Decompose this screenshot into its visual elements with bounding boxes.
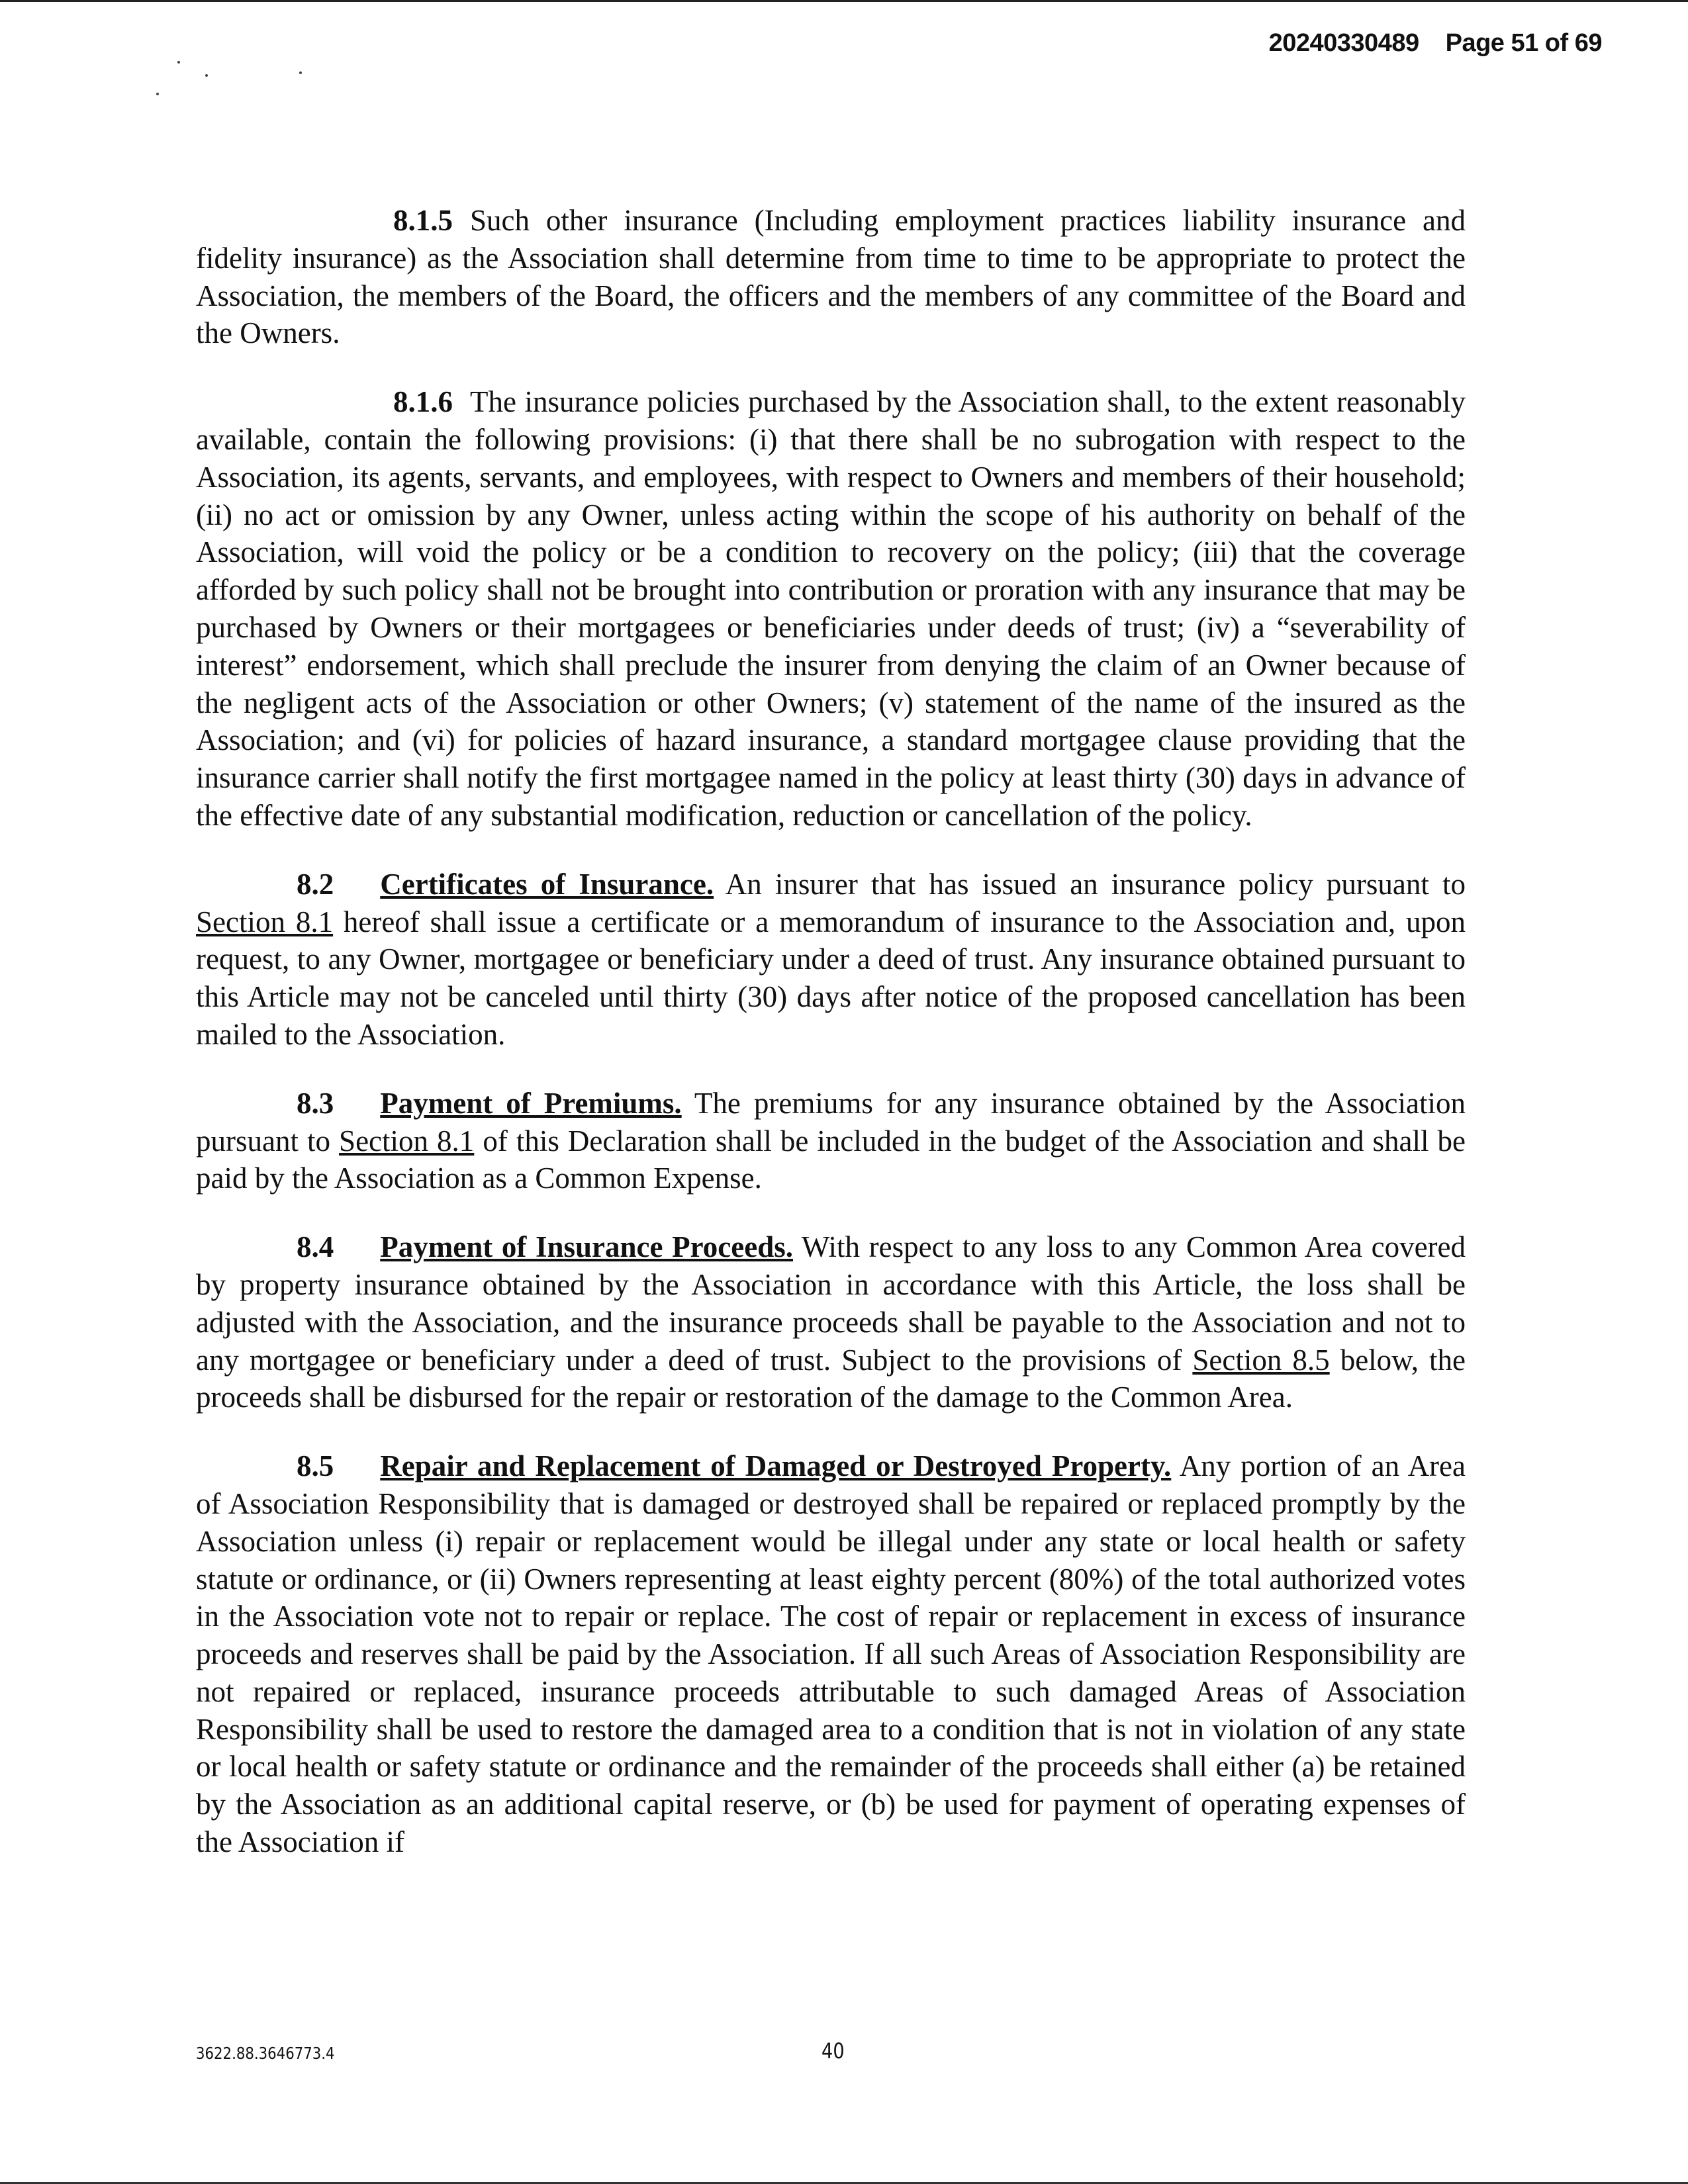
section-number: 8.3 — [297, 1086, 334, 1120]
section-reference: Section 8.5 — [1192, 1343, 1330, 1377]
section-heading: Certificates of Insurance. — [380, 867, 714, 901]
paragraph-text: An insurer that has issued an insurance policy pursuant to — [714, 867, 1466, 901]
paragraph-8-3 — [196, 1085, 1466, 1197]
paragraph-text: The premiums for any insurance obtained by the Association pursuant to — [196, 1086, 1466, 1158]
section-heading: Payment of Insurance Proceeds. — [380, 1230, 793, 1264]
scan-speck — [156, 93, 159, 95]
section-number: 8.1.5 — [393, 204, 453, 237]
page-label: Page 51 of 69 — [1445, 29, 1602, 57]
paragraph-text: With respect to any loss to any Common Area covered by property insurance obtained by the Association in accordance with this Article, the loss shall be adjusted with the Association, and the insurance proceeds shall be payable to the Association and not to any mortgagee or beneficiary under a deed of trust. Subject to the provisions of — [196, 1230, 1466, 1377]
section-heading: Payment of Premiums. — [380, 1086, 682, 1120]
scan-speck — [205, 74, 208, 77]
paragraph-text: below, the proceeds shall be disbursed for the repair or restoration of the damage to the Common Area. — [196, 1343, 1466, 1414]
paragraph-8-1-5 — [196, 202, 1466, 352]
paragraph-text: hereof shall issue a certificate or a memorandum of insurance to the Association and, upon request, to any Owner, mortgagee or beneficiary under a deed of trust. Any insurance obtained pursuant to this Article may not be canceled until thirty (30) days after notice of the proposed cancellation has been mailed to the Association. — [196, 905, 1466, 1051]
paragraph-8-4 — [196, 1228, 1466, 1416]
section-reference: Section 8.1 — [196, 905, 334, 938]
document-number: 20240330489 — [1268, 29, 1419, 57]
section-number: 8.1.6 — [393, 385, 453, 419]
scan-top-edge — [0, 0, 1688, 2]
section-heading: Repair and Replacement of Damaged or Destroyed Property. — [380, 1449, 1172, 1483]
footer-document-id: 3622.88.3646773.4 — [196, 2044, 335, 2063]
section-reference: Section 8.1 — [339, 1124, 475, 1158]
paragraph-text: Any portion of an Area of Association Responsibility that is damaged or destroyed shall be repaired or replaced promptly by the Association unless (i) repair or replacement would be illegal under any state or local health or safety statute or ordinance, or (ii) Owners representing at least eighty percent (80%) of the total authorized votes in the Association vote not to repair or replace. The cost of repair or replacement in excess of insurance proceeds and reserves shall be paid by the Association. If all such Areas of Association Responsibility are not repaired or replaced, insurance proceeds attributable to such damaged Areas of Association Responsibility shall be used to restore the damaged area to a condition that is not in violation of any state or local health or safety statute or ordinance and the remainder of the proceeds shall either (a) be retained by the Association as an additional capital reserve, or (b) be used for payment of operating expenses of the Association if — [196, 1449, 1466, 1859]
recording-header — [1269, 29, 1602, 58]
section-number: 8.4 — [297, 1230, 334, 1264]
paragraph-8-1-6 — [196, 383, 1466, 835]
scan-speck — [177, 61, 180, 64]
paragraph-8-2 — [196, 866, 1466, 1054]
section-number: 8.2 — [297, 867, 334, 901]
paragraph-text: of this Declaration shall be included in the budget of the Association and shall be paid by the Association as a Common Expense. — [196, 1124, 1466, 1195]
section-number: 8.5 — [297, 1449, 334, 1483]
paragraph-text: The insurance policies purchased by the Association shall, to the extent reasonably available, contain the following provisions: (i) that there shall be no subrogation with respect to the Association, its agents, servants, and employees, with respect to Owners and members of their household; (ii) no act or omission by any Owner, unless acting within the scope of his authority on behalf of the Association, will void the policy or be a condition to recovery on the policy; (iii) that the coverage afforded by such policy shall not be brought into contribution or proration with any insurance that may be purchased by Owners or their mortgagees or beneficiaries under deeds of trust; (iv) a “severability of interest” endorsement, which shall preclude the insurer from denying the claim of an Owner because of the negligent acts of the Association or other Owners; (v) statement of the name of the insured as the Association; and (vi) for policies of hazard insurance, a standard mortgagee clause providing that the insurance carrier shall notify the first mortgagee named in the policy at least thirty (30) days in advance of the effective date of any substantial modification, reduction or cancellation of the policy. — [196, 385, 1466, 832]
paragraph-8-5 — [196, 1447, 1466, 1861]
paragraph-text: Such other insurance (Including employment practices liability insurance and fidelity insurance) as the Association shall determine from time to time to be appropriate to protect the Association, the members of the Board, the officers and the members of any committee of the Board and the Owners. — [196, 204, 1466, 350]
document-body — [196, 202, 1466, 1892]
footer-page-number: 40 — [821, 2038, 845, 2064]
scan-speck — [299, 71, 302, 74]
